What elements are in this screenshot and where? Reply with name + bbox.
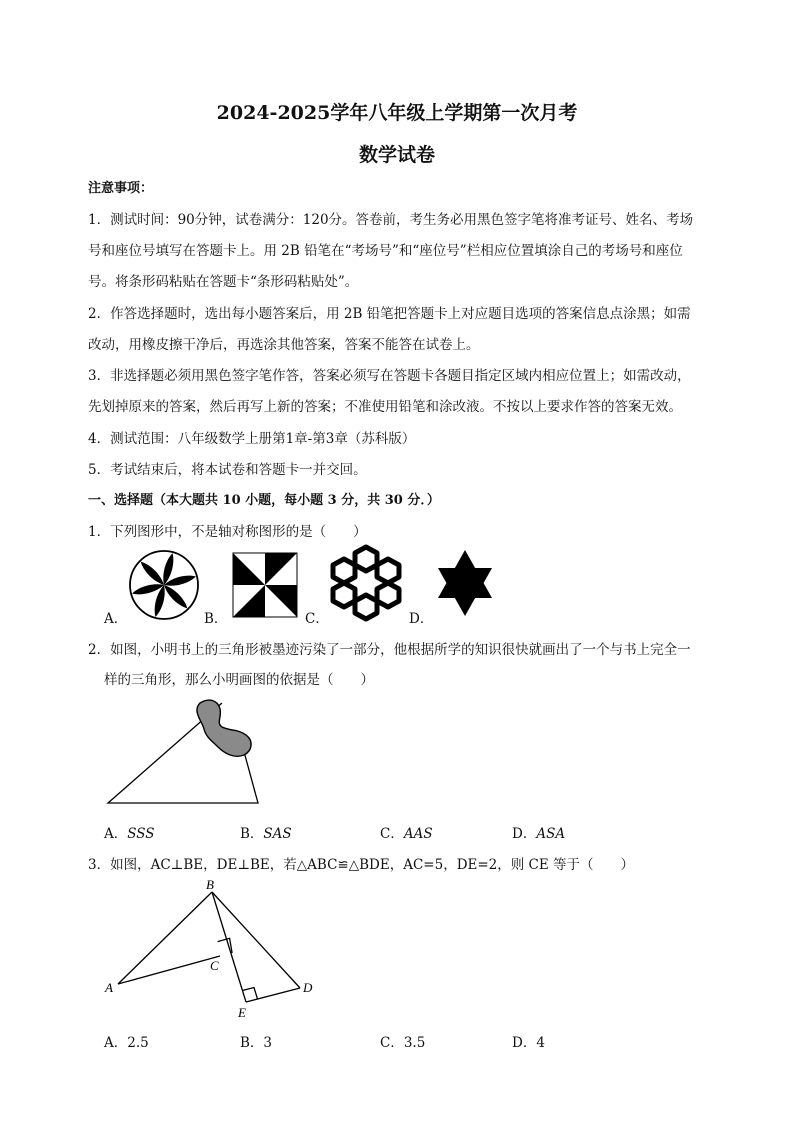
q2-option-b-letter: B．: [240, 826, 264, 842]
label-a: A: [105, 980, 113, 995]
page-subtitle: 数学试卷: [358, 144, 435, 166]
notes-line: 3．非选择题必须用黑色签字笔作答，答案必须写在答题卡各题目指定区域内相应位置上；如需改动，: [88, 368, 691, 384]
q2-ink-stained-triangle-figure: [100, 695, 260, 807]
q1-option-a[interactable]: A．: [104, 611, 128, 627]
q3-right-triangles-figure: [100, 876, 330, 1022]
q3-option-b-text: 3: [263, 1035, 273, 1051]
page-title: 2024-2025学年八年级上学期第一次月考: [216, 102, 578, 124]
q2-option-d[interactable]: [512, 822, 565, 842]
q3-option-c[interactable]: [380, 1031, 425, 1051]
q2-option-a-text: SSS: [127, 826, 155, 842]
q3-option-b-letter: B．: [240, 1035, 264, 1051]
notes-line: 改动，用橡皮擦干净后，再选涂其他答案，答案不能答在试卷上。: [88, 337, 480, 353]
notes-line: 5．考试结束后，将本试卷和答题卡一并交回。: [88, 462, 367, 478]
q3-option-d-text: 4: [536, 1035, 545, 1051]
notes-line: 号和座位号填写在答题卡上。用 2B 铅笔在“考场号”和“座位号”栏相应位置填涂自己的考场号和座位: [88, 243, 683, 259]
q2-option-d-text: ASA: [536, 826, 566, 842]
question-2-stem-line-1: 2．如图，小明书上的三角形被墨迹污染了一部分，他根据所学的知识很快就画出了一个与书上完全一: [88, 642, 691, 658]
q2-option-a-letter: A．: [104, 826, 128, 842]
notes-line: 2．作答选择题时，选出每小题答案后，用 2B 铅笔把答题卡上对应题目选项的答案信息点涂黑；如需: [88, 306, 691, 322]
q3-option-a-text: 2.5: [127, 1035, 149, 1051]
question-1-stem: 1．下列图形中，不是轴对称图形的是（ ）: [88, 524, 367, 540]
label-d: D: [303, 980, 313, 995]
q3-option-c-letter: C．: [380, 1035, 404, 1051]
q1-option-d[interactable]: D．: [409, 611, 434, 627]
q1-figure-a-flower-circle: [128, 549, 200, 621]
q1-figure-c-hexagon-ring: [326, 544, 406, 618]
q2-option-c-letter: C．: [380, 826, 404, 842]
q2-option-d-letter: D．: [512, 826, 537, 842]
notes-heading: 注意事项：: [88, 181, 154, 196]
q1-figure-b-pinwheel: [233, 553, 297, 617]
q3-option-d[interactable]: [512, 1031, 545, 1051]
q3-option-c-text: 3.5: [403, 1035, 426, 1051]
q3-option-b[interactable]: [240, 1031, 272, 1051]
q3-option-a-letter: A．: [104, 1035, 128, 1051]
q1-option-b[interactable]: B．: [204, 611, 228, 627]
q2-option-b[interactable]: [240, 822, 292, 842]
question-3-stem: 3．如图，AC⊥BE，DE⊥BE，若△ABC≌△BDE，AC=5，DE=2，则 CE 等于（ ）: [88, 857, 635, 873]
q1-option-c[interactable]: C．: [305, 611, 329, 627]
q2-option-b-text: SAS: [263, 826, 292, 842]
notes-line: 先划掉原来的答案，然后再写上新的答案；不准使用铅笔和涂改液。不按以上要求作答的答案无效。: [88, 399, 682, 415]
q2-option-c[interactable]: [380, 822, 433, 842]
section-heading: 一、选择题（本大题共 10 小题，每小题 3 分，共 30 分．）: [88, 493, 440, 508]
q2-option-c-text: AAS: [403, 826, 433, 842]
q1-figure-d-star: [434, 550, 496, 616]
label-e: E: [238, 1005, 246, 1020]
q2-option-a[interactable]: [104, 822, 155, 842]
notes-line: 号。将条形码粘贴在答题卡“条形码粘贴处”。: [88, 274, 359, 290]
q3-option-a[interactable]: [104, 1031, 149, 1051]
label-b: B: [206, 877, 214, 892]
notes-line: 4．测试范围：八年级数学上册第1章-第3章（苏科版）: [88, 431, 416, 447]
q3-option-d-letter: D．: [512, 1035, 537, 1051]
question-2-stem-line-2: 样的三角形，那么小明画图的依据是（ ）: [104, 672, 374, 688]
notes-line: 1．测试时间：90分钟，试卷满分：120分。答卷前，考生务必用黑色签字笔将准考证号、姓名、考场: [88, 212, 694, 228]
label-c: C: [210, 958, 219, 973]
